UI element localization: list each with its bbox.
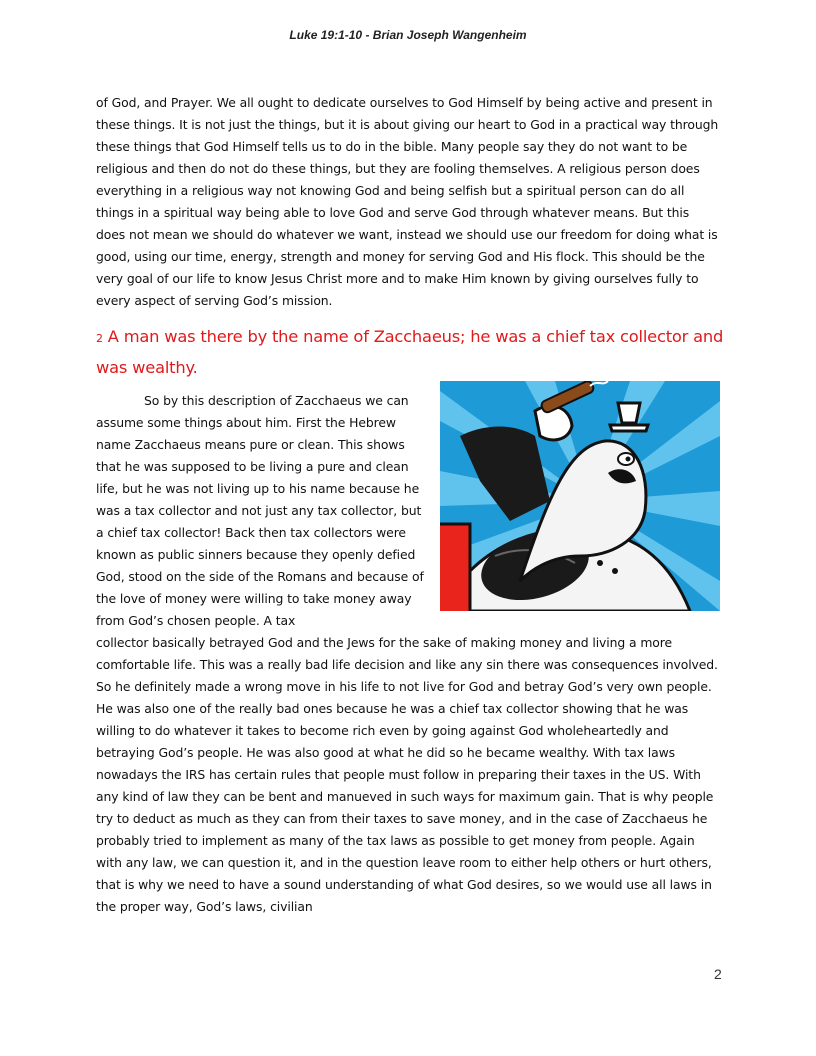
verse-number: 2 — [96, 332, 103, 345]
verse-heading — [96, 322, 726, 382]
cartoon-tycoon-image — [440, 381, 720, 611]
page-number: 2 — [714, 966, 722, 982]
paragraph-intro: of God, and Prayer. We all ought to dedicate ourselves to God Himself by being active and present in these things. It is not just the things, but it is about giving our heart to God in a practical way through these things that God Himself tells us to do in the bible. Many people say they do not want to be religious and then do not do these things, but they are fooling themselves. A religious person does everything in a religious way not knowing God and being selfish but a spiritual person can do all things in a spiritual way being able to love God and serve God through whatever means. But this does not mean we should do whatever we want, instead we should use our freedom for doing what is good, using our time, energy, strength and money for serving God and His flock. This should be the very goal of our life to know Jesus Christ more and to make Him known by giving ourselves fully to every aspect of serving God’s mission. — [96, 95, 719, 308]
paragraph-tax-collector: collector basically betrayed God and the Jews for the sake of making money and living a more comfortable life. This was a really bad life decision and like any sin there was consequences involved. So he definitely made a wrong move in his life to not live for God and betray God’s very own people. He was also one of the really bad ones because he was a chief tax collector showing that he was willing to do whatever it takes to become rich even by going against God wholeheartedly and betraying God’s people. He was also good at what he did so he became wealthy. With tax laws nowadays the IRS has certain rules that people must follow in preparing their taxes in the US. With any kind of law they can be bent and manueved in such ways for maximum gain. That is why people try to deduct as much as they can from their taxes to save money, and in the case of Zacchaeus he probably tried to implement as many of the tax laws as possible to get money from people. Again with any law, we can question it, and in the question leave room to either help others or hurt others, that is why we need to have a sound understanding of what God desires, so we would use all laws in the proper way, God’s laws, civilian — [96, 635, 718, 914]
page-header: Luke 19:1-10 - Brian Joseph Wangenheim — [289, 28, 527, 42]
tycoon-illustration — [440, 381, 720, 611]
paragraph-zacchaeus-text: So by this description of Zacchaeus we can assume some things about him. First the Hebrew name Zacchaeus means pure or clean. This shows that he was supposed to be living a pure and clean life, but he was not living up to his name because he was a tax collector and not just any tax collector, but a chief tax collector! Back then tax collectors were known as public sinners because they openly defied God, stood on the side of the Romans and because of the love of money were willing to take money away from God’s chosen people. A tax — [96, 393, 424, 628]
verse-text: A man was there by the name of Zacchaeus; he was a chief tax collector and was wealthy. — [96, 327, 724, 377]
paragraph-zacchaeus — [96, 390, 426, 632]
